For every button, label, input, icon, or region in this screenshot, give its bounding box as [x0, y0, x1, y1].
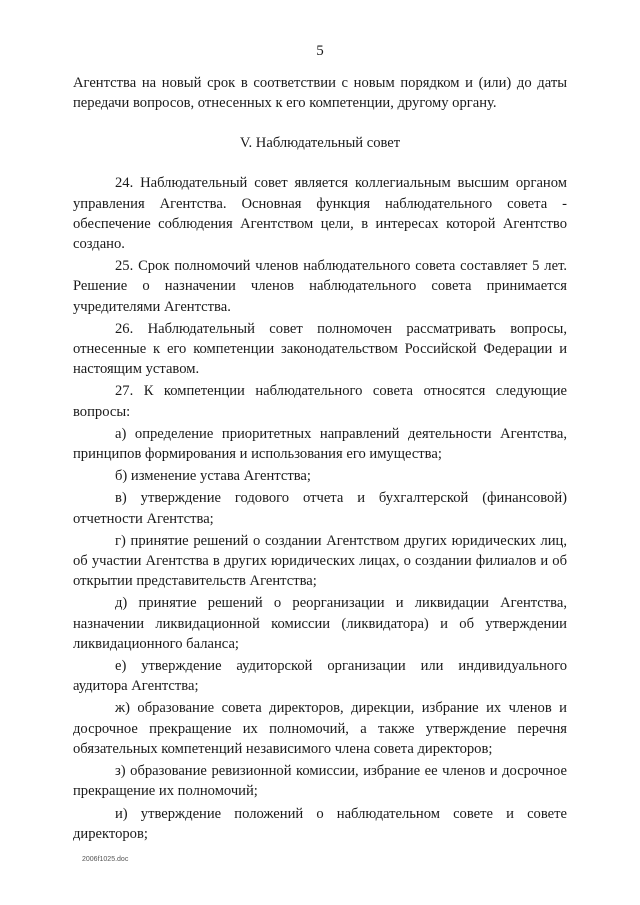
paragraph-25: 25. Срок полномочий членов наблюдательного совета составляет 5 лет. Решение о назначении членов наблюдательного совета принимается учредителями Агентства.: [73, 258, 567, 315]
paragraph-27: 27. К компетенции наблюдательного совета относятся следующие вопросы:: [73, 383, 567, 420]
list-item-a: а) определение приоритетных направлений деятельности Агентства, принципов формирования и использования его имущества;: [73, 425, 567, 463]
document-body: [73, 73, 567, 846]
list-item-d: д) принятие решений о реорганизации и ликвидации Агентства, назначении ликвидационной комиссии (ликвидатора) и об утверждении ликвидационного баланса;: [73, 595, 567, 652]
list-item-zh: ж) образование совета директоров, дирекции, избрание их членов и досрочное прекращение их полномочий, а также утверждение перечня обязательных компетенций независимого члена совета директоров;: [73, 700, 567, 757]
list-item-v: в) утверждение годового отчета и бухгалтерской (финансовой) отчетности Агентства;: [73, 490, 567, 527]
list-item-b: б) изменение устава Агентства;: [115, 468, 311, 485]
file-name-footer: 2006f1025.doc: [82, 856, 129, 863]
paragraph-24: 24. Наблюдательный совет является коллегиальным высшим органом управления Агентства. Основная функция наблюдательного совета - обеспечение соблюдения Агентством цели, в интересах которой Агентство создано.: [73, 175, 567, 253]
list-item-z: з) образование ревизионной комиссии, избрание ее членов и досрочное прекращение их полномочий;: [73, 763, 567, 800]
paragraph-26: 26. Наблюдательный совет полномочен рассматривать вопросы, отнесенные к его компетенции законодательством Российской Федерации и настоящим уставом.: [73, 320, 567, 378]
list-item-g: г) принятие решений о создании Агентством других юридических лиц, об участии Агентства в других юридических лицах, о создании филиалов и об открытии представительств Агентства;: [73, 532, 567, 590]
list-item-i: и) утверждение положений о наблюдательном совете и совете директоров;: [73, 805, 567, 842]
list-item-e: е) утверждение аудиторской организации или индивидуального аудитора Агентства;: [73, 658, 567, 695]
page-number: 5: [316, 43, 324, 59]
intro-paragraph: Агентства на новый срок в соответствии с новым порядком и (или) до даты передачи вопросов, отнесенных к его компетенции, другому органу.: [73, 75, 567, 112]
section-heading: V. Наблюдательный совет: [239, 135, 401, 152]
